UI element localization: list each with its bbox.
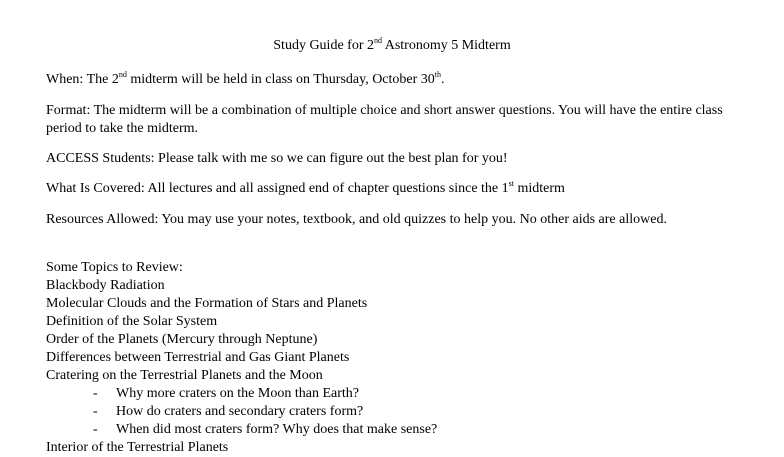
topic-item: Differences between Terrestrial and Gas Giant Planets xyxy=(46,350,350,365)
subitem-text: Why more craters on the Moon than Earth? xyxy=(116,386,359,401)
subitem-dash: - xyxy=(93,386,98,401)
document-title xyxy=(0,37,784,55)
subitem-dash: - xyxy=(93,404,98,419)
format-paragraph: Format: The midterm will be a combination of multiple choice and short answer questions. You will have the entire class period to take the midterm. xyxy=(46,103,723,136)
covered-superscript: st xyxy=(508,179,514,188)
title-prefix: Study Guide for 2 xyxy=(273,38,374,53)
topic-item: Definition of the Solar System xyxy=(46,314,218,329)
topic-subitem xyxy=(46,403,367,421)
topics-heading: Some Topics to Review: xyxy=(46,260,183,275)
title-superscript: nd xyxy=(373,36,382,45)
topic-item-partial: Interior of the Terrestrial Planets xyxy=(46,440,229,455)
when-superscript-2: th xyxy=(434,70,442,79)
topic-subitem xyxy=(46,421,438,439)
when-paragraph xyxy=(46,71,746,89)
subitem-text: When did most craters form? Why does that make sense? xyxy=(116,422,438,437)
when-text-2: midterm will be held in class on Thursday, October 30 xyxy=(126,72,435,87)
access-paragraph: ACCESS Students: Please talk with me so we can figure out the best plan for you! xyxy=(46,151,508,166)
when-text-1: When: The 2 xyxy=(46,72,119,87)
topic-item: Cratering on the Terrestrial Planets and the Moon xyxy=(46,368,323,383)
covered-text-1: What Is Covered: All lectures and all assigned end of chapter questions since the 1 xyxy=(46,181,509,196)
topics-list xyxy=(46,259,438,457)
when-superscript-1: nd xyxy=(118,70,127,79)
covered-paragraph xyxy=(46,180,746,198)
topic-subitem xyxy=(46,385,367,403)
subitem-dash: - xyxy=(93,422,98,437)
topic-item: Order of the Planets (Mercury through Neptune) xyxy=(46,332,318,347)
covered-text-2: midterm xyxy=(514,181,565,196)
title-suffix: Astronomy 5 Midterm xyxy=(381,38,511,53)
topic-item: Blackbody Radiation xyxy=(46,278,165,293)
resources-paragraph: Resources Allowed: You may use your notes, textbook, and old quizzes to help you. No other aids are allowed. xyxy=(46,212,667,227)
topic-item: Molecular Clouds and the Formation of Stars and Planets xyxy=(46,296,368,311)
when-text-3: . xyxy=(441,72,445,87)
subitem-text: How do craters and secondary craters form? xyxy=(116,404,364,419)
